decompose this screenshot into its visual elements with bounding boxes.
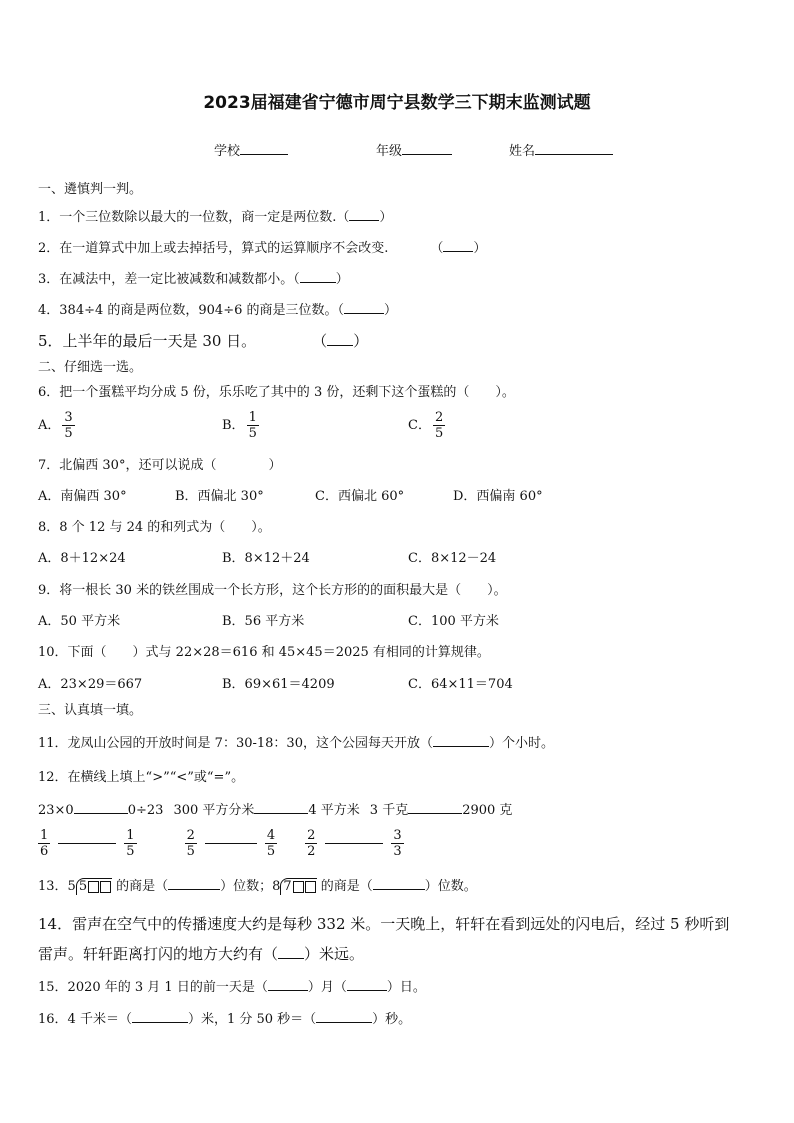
question-12-row-2 xyxy=(36,828,406,864)
answer-blank-5[interactable] xyxy=(327,333,353,346)
option-7d[interactable]: D．西偏南 60° xyxy=(453,489,543,504)
compare-blank-3[interactable] xyxy=(408,801,462,814)
option-10c[interactable]: C．64×11＝704 xyxy=(408,677,513,692)
option-9c[interactable]: C．100 平方米 xyxy=(408,614,499,629)
question-8: 8．8 个 12 与 24 的和列式为（ ）。 xyxy=(38,520,271,535)
answer-blank-15a[interactable] xyxy=(268,978,308,991)
question-9: 9．将一根长 30 米的铁丝围成一个长方形，这个长方形的的面积最大是（ ）。 xyxy=(38,583,507,598)
option-7a[interactable]: A．南偏西 30° xyxy=(38,489,127,504)
option-7c[interactable]: C．西偏北 60° xyxy=(315,489,405,504)
digit-box[interactable] xyxy=(305,881,316,893)
name-label: 姓名 xyxy=(509,144,536,159)
question-6: 6．把一个蛋糕平均分成 5 份，乐乐吃了其中的 3 份，还剩下这个蛋糕的（ ）。 xyxy=(38,385,515,400)
digit-box[interactable] xyxy=(293,881,304,893)
answer-blank-15b[interactable] xyxy=(347,978,387,991)
option-8c[interactable]: C．8×12－24 xyxy=(408,551,497,566)
option-10a[interactable]: A．23×29＝667 xyxy=(38,677,143,692)
name-field[interactable] xyxy=(509,142,613,160)
answer-blank-16b[interactable] xyxy=(316,1010,372,1023)
answer-blank-2[interactable] xyxy=(443,239,473,252)
section-3-heading: 三、认真填一填。 xyxy=(38,703,143,718)
fraction-left-3: $\frac{2}{2}$ xyxy=(307,828,316,859)
question-14-line-2: 雷声。轩轩距离打闪的地方大约有（ ）米远。 xyxy=(38,945,365,963)
question-10: 10．下面（ ）式与 22×28＝616 和 45×45＝2025 有相同的计算规律。 xyxy=(38,645,490,660)
fraction-right-3: $\frac{3}{3}$ xyxy=(393,828,402,859)
fraction-right-2: $\frac{4}{5}$ xyxy=(266,828,276,859)
question-15: 15．2020 年的 3 月 1 日的前一天是（ ）月（ ）日。 xyxy=(38,980,426,995)
fraction-right-1: $\frac{1}{5}$ xyxy=(126,828,135,859)
answer-blank-16a[interactable] xyxy=(132,1010,188,1023)
question-3: 3．在减法中，差一定比被减数和减数都小。（ ） xyxy=(38,272,349,287)
question-7: 7．北偏西 30°，还可以说成（ ） xyxy=(38,458,282,473)
long-division-1: 5 5 xyxy=(68,878,113,895)
option-6c[interactable]: C． $\frac{2}{5}$ xyxy=(408,410,444,441)
grade-field[interactable] xyxy=(376,142,452,160)
compare-blank-6[interactable] xyxy=(325,843,383,844)
answer-blank-13a[interactable] xyxy=(168,877,220,890)
option-8b[interactable]: B．8×12＋24 xyxy=(222,551,310,566)
answer-blank-11[interactable] xyxy=(433,734,489,747)
question-11: 11．龙凤山公园的开放时间是 7：30-18：30，这个公园每天开放（ ）个小时。 xyxy=(38,736,554,751)
grade-label: 年级 xyxy=(376,144,403,159)
answer-blank-4[interactable] xyxy=(344,301,384,314)
option-9b[interactable]: B．56 平方米 xyxy=(222,614,305,629)
answer-blank-14[interactable] xyxy=(278,946,304,959)
compare-blank-4[interactable] xyxy=(58,843,116,844)
question-4: 4．384÷4 的商是两位数，904÷6 的商是三位数。（ ） xyxy=(38,303,398,318)
school-label: 学校 xyxy=(214,144,241,159)
fraction-left-2: $\frac{2}{5}$ xyxy=(186,828,195,859)
question-5: 5．上半年的最后一天是 30 日。 （ ） xyxy=(38,332,369,350)
section-1-heading: 一、遴慎判一判。 xyxy=(38,182,143,197)
question-12-row-1: 23×0 0÷23 300 平方分米 4 平方米 3 千克 2900 克 xyxy=(38,803,513,818)
option-8a[interactable]: A．8＋12×24 xyxy=(38,551,126,566)
school-field[interactable] xyxy=(214,142,288,160)
answer-blank-1[interactable] xyxy=(349,208,379,221)
option-6a[interactable]: A． $\frac{3}{5}$ xyxy=(38,410,73,441)
answer-blank-3[interactable] xyxy=(300,270,336,283)
question-12: 12．在横线上填上“>”“<”或“=”。 xyxy=(38,770,245,785)
question-13: 13． 5 5 的商是（ ）位数； 8 7 的商是（ ）位数。 xyxy=(38,878,477,894)
fraction-left-1: $\frac{1}{6}$ xyxy=(40,828,49,859)
compare-blank-5[interactable] xyxy=(205,843,257,844)
section-2-heading: 二、仔细选一选。 xyxy=(38,360,143,375)
long-division-2: 8 7 xyxy=(272,878,317,895)
question-14-line-1: 14．雷声在空气中的传播速度大约是每秒 332 米。一天晚上，轩轩在看到远处的闪电后，经过 5 秒听到 xyxy=(38,915,730,933)
compare-blank-2[interactable] xyxy=(254,801,308,814)
option-9a[interactable]: A．50 平方米 xyxy=(38,614,121,629)
question-1: 1．一个三位数除以最大的一位数，商一定是两位数.（ ） xyxy=(38,210,393,225)
digit-box[interactable] xyxy=(88,881,99,893)
digit-box[interactable] xyxy=(100,881,111,893)
option-10b[interactable]: B．69×61＝4209 xyxy=(222,677,335,692)
page-title: 2023届福建省宁德市周宁县数学三下期末监测试题 xyxy=(203,93,591,113)
compare-blank-1[interactable] xyxy=(74,801,128,814)
option-6b[interactable]: B． $\frac{1}{5}$ xyxy=(222,410,257,441)
question-2: 2．在一道算式中加上或去掉括号，算式的运算顺序不会改变. （ ） xyxy=(38,241,487,256)
option-7b[interactable]: B．西偏北 30° xyxy=(175,489,264,504)
answer-blank-13b[interactable] xyxy=(373,877,425,890)
question-16: 16．4 千米＝（ ）米，1 分 50 秒＝（ ）秒。 xyxy=(38,1012,412,1027)
